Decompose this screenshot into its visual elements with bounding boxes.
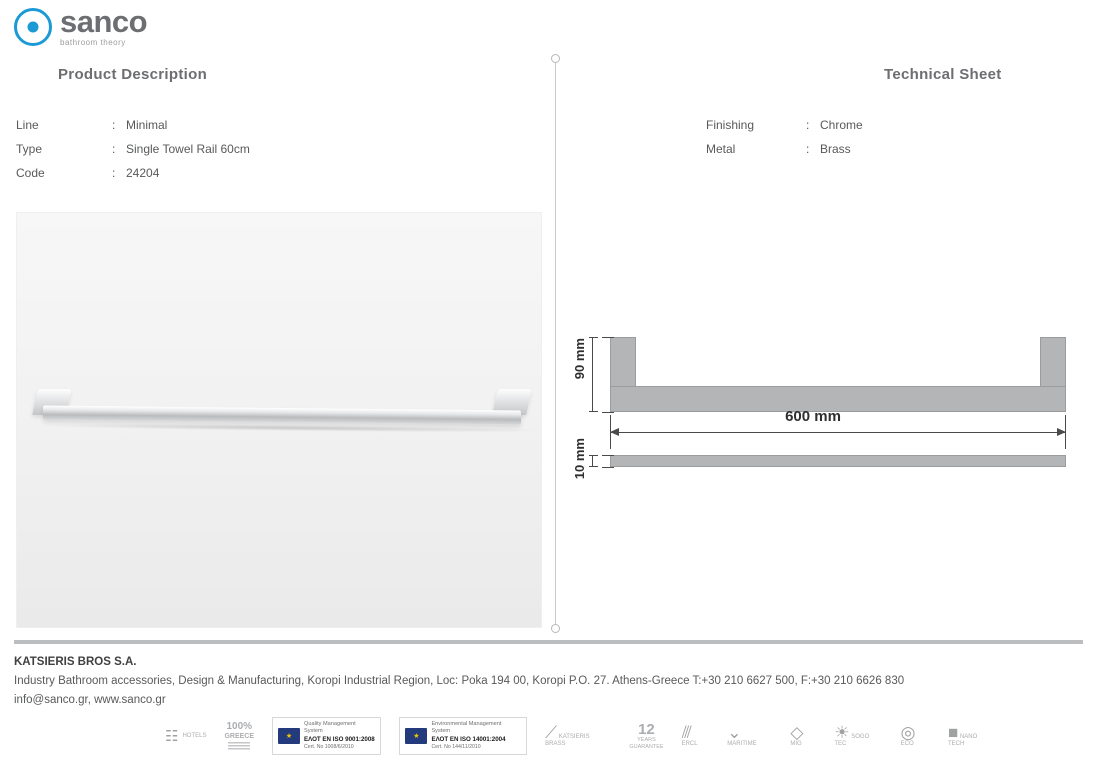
- dim-90-tick-top: [602, 337, 614, 338]
- towel-rail-illustration: [27, 381, 537, 441]
- iso-line-2: ΕΛΟΤ EN ISO 14001:2004: [431, 735, 506, 743]
- spec-value: 24204: [126, 166, 160, 180]
- badge-eco: [901, 724, 930, 748]
- dim-600-label: 600 mm: [785, 408, 841, 425]
- badge-nano-tech: [948, 724, 995, 748]
- footer-address: Industry Bathroom accessories, Design & Manufacturing, Koropi Industrial Region, Loc: Poka 194 00, Koropi P.O. 27. Athens-Greece T:+30 210 6627 500, F:+30 210 6626 830: [14, 674, 905, 687]
- badge-country: GREECE: [224, 732, 255, 740]
- nano-icon: ■: [948, 723, 959, 743]
- greece-flag-icon: [228, 742, 250, 751]
- badge-sublabel: TECH: [948, 741, 965, 748]
- dim-10-line: [592, 455, 593, 467]
- dim-600-line: [610, 432, 1066, 433]
- badge-label: ERCL: [681, 741, 698, 748]
- dim-90-label: 90 mm: [572, 338, 587, 380]
- brand-logo: [14, 6, 147, 47]
- iso-line-1: Quality Management System: [304, 720, 356, 735]
- spec-row: [16, 118, 250, 132]
- technical-spec-list: [706, 118, 863, 166]
- badge-label: NANO: [959, 734, 978, 741]
- spec-row: [706, 142, 863, 156]
- technical-drawing: [560, 320, 1080, 510]
- badge-label: ECO: [900, 741, 914, 748]
- badge-iso-9001: [272, 717, 381, 755]
- spec-value: Single Towel Rail 60cm: [126, 142, 250, 156]
- badge-iso-14001: [399, 717, 527, 755]
- product-photo: [16, 212, 542, 628]
- years-label: YEARS: [637, 737, 656, 744]
- footer-company: KATSIERIS BROS S.A.: [14, 656, 137, 668]
- side-view-profile: [610, 455, 1066, 467]
- iso-line-3: Cert. No 144/11/2010: [431, 743, 481, 750]
- dim-10-tick-top: [602, 455, 614, 456]
- dim-10-label: 10 mm: [572, 438, 587, 480]
- badge-sublabel: TEC: [834, 741, 847, 748]
- dim-10-tick-bottom: [602, 467, 614, 468]
- years-sublabel: GUARANTEE: [629, 743, 664, 750]
- spec-label: Line: [16, 118, 39, 132]
- spec-colon: :: [806, 118, 810, 132]
- badge-label: KATSIERIS: [558, 734, 590, 741]
- eco-icon: ◎: [900, 723, 916, 743]
- brand-name: sanco: [60, 4, 148, 39]
- front-view-outline: [610, 337, 1066, 412]
- iso-line-1: Environmental Management System: [431, 720, 502, 735]
- rail-shadow: [45, 422, 542, 433]
- spec-label: Type: [16, 142, 43, 156]
- brass-icon: ⟋: [545, 723, 558, 743]
- mig-icon: ◇: [790, 723, 804, 743]
- badge-made-in-greece: [224, 721, 254, 751]
- droplet-icon: [14, 8, 52, 46]
- iso-line-2: ΕΛΟΤ EN ISO 9001:2008: [304, 735, 375, 743]
- iso-line-3: Cert. No 1008/6/2010: [304, 743, 354, 750]
- hotels-icon: ☷: [165, 727, 179, 745]
- footer-contact: info@sanco.gr, www.sanco.gr: [14, 693, 166, 706]
- spec-colon: :: [112, 166, 116, 180]
- technical-sheet-title: Technical Sheet: [884, 66, 1002, 83]
- product-description-title: Product Description: [58, 66, 208, 83]
- badge-mig: [790, 724, 816, 748]
- badge-sogo-tec: [834, 724, 882, 748]
- badge-label: SOGO: [851, 734, 870, 741]
- years-number: 12: [638, 721, 655, 739]
- divider-dot-bottom: [551, 624, 560, 633]
- badge-12-years: [629, 722, 663, 750]
- spec-value: Minimal: [126, 118, 168, 132]
- badge-label: MARITIME: [727, 741, 757, 748]
- spec-label: Code: [16, 166, 45, 180]
- badge-ercl: [682, 724, 710, 748]
- eu-cert-icon: [405, 728, 427, 744]
- spec-value: Brass: [820, 142, 851, 156]
- spec-row: [706, 118, 863, 132]
- badge-maritime: [727, 724, 772, 748]
- product-spec-list: [16, 118, 250, 190]
- badge-label: HOTELS: [182, 732, 207, 739]
- vertical-divider: [555, 58, 556, 630]
- certification-badges: [165, 712, 995, 760]
- maritime-icon: ⌄: [727, 723, 742, 743]
- brand-wordmark: [60, 6, 147, 47]
- dim-90-line: [592, 337, 593, 412]
- spec-row: [16, 142, 250, 156]
- spec-row: [16, 166, 250, 180]
- brand-tagline: bathroom theory: [60, 38, 126, 47]
- spec-colon: :: [112, 142, 116, 156]
- eu-cert-icon: [278, 728, 300, 744]
- sun-icon: ☀: [834, 723, 850, 743]
- rail-bar: [43, 405, 521, 424]
- ercl-icon: ⫻: [681, 723, 692, 743]
- badge-sublabel: BRASS: [545, 741, 566, 748]
- badge-percent: 100%: [226, 721, 253, 733]
- badge-label: MIG: [790, 741, 802, 748]
- spec-colon: :: [806, 142, 810, 156]
- badge-katsieris-brass: [545, 724, 611, 748]
- spec-value: Chrome: [820, 118, 863, 132]
- spec-label: Metal: [706, 142, 736, 156]
- spec-label: Finishing: [706, 118, 755, 132]
- spec-colon: :: [112, 118, 116, 132]
- badge-hotels: [165, 729, 206, 744]
- footer-divider: [14, 640, 1083, 644]
- footer: [14, 653, 904, 710]
- divider-dot-top: [551, 54, 560, 63]
